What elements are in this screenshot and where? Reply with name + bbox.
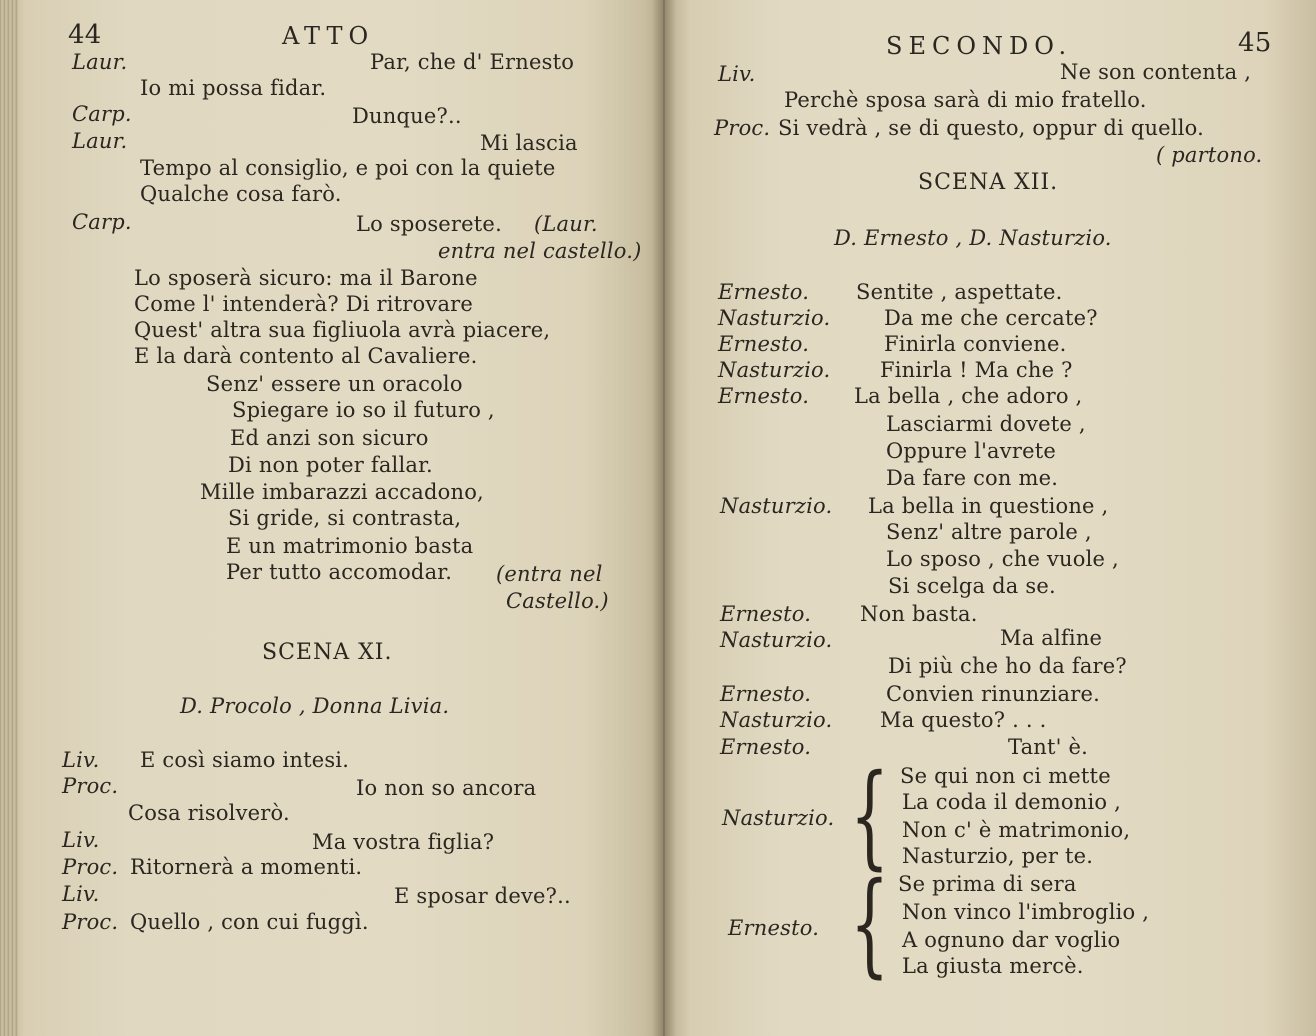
verse-line: Ma alfine (1000, 626, 1103, 650)
verse-line: Ma questo? . . . (880, 708, 1047, 732)
verse-line: Qualche cosa farò. (140, 182, 342, 206)
verse-line: Non vinco l'imbroglio , (902, 900, 1150, 924)
verse-line: Per tutto accomodar. (226, 560, 453, 584)
verse-line: E sposar deve?.. (394, 884, 571, 908)
speaker-label: Ernesto. (718, 332, 810, 356)
verse-line: Lo sposo , che vuole , (886, 547, 1119, 571)
page-edge (0, 0, 18, 1036)
verse-line: Come l' intenderà? Di ritrovare (134, 292, 474, 316)
verse-line: Di non poter fallar. (228, 453, 433, 477)
speaker-label: Ernesto. (720, 602, 812, 626)
verse-line: Finirla conviene. (884, 332, 1067, 356)
speaker-label: Nasturzio. (718, 306, 831, 330)
scene-characters: D. Ernesto , D. Nasturzio. (834, 226, 1112, 250)
speaker-label: Proc. (714, 116, 771, 140)
verse-line: Perchè sposa sarà di mio fratello. (784, 88, 1147, 112)
verse-line: Quest' altra sua figliuola avrà piacere, (134, 318, 551, 342)
verse-line: Dunque?.. (352, 104, 462, 128)
stage-direction: entra nel castello.) (438, 239, 642, 263)
speaker-label: Liv. (62, 748, 100, 772)
speaker-label: Carp. (72, 210, 132, 234)
verse-line: Si vedrà , se di questo, oppur di quello. (778, 116, 1204, 140)
verse-line: Ma vostra figlia? (312, 830, 495, 854)
book-gutter (652, 0, 676, 1036)
verse-line: E la darà contento al Cavaliere. (134, 344, 478, 368)
right-page (664, 0, 1316, 1036)
verse-line: Tempo al consiglio, e poi con la quiete (140, 156, 556, 180)
verse-line: Oppure l'avrete (886, 439, 1056, 463)
speaker-label: Ernesto. (718, 280, 810, 304)
verse-line: Di più che ho da fare? (888, 654, 1127, 678)
running-head: ATTO (282, 22, 375, 50)
speaker-label: Nasturzio. (718, 358, 831, 382)
speaker-label: Laur. (72, 50, 128, 74)
verse-line: Non c' è matrimonio, (902, 818, 1131, 842)
verse-line: Si scelga da se. (888, 574, 1056, 598)
stage-direction: ( partono. (1156, 143, 1263, 167)
speaker-label: Proc. (62, 774, 119, 798)
speaker-label: Ernesto. (728, 916, 820, 940)
verse-line: Finirla ! Ma che ? (880, 358, 1073, 382)
verse-line: E un matrimonio basta (226, 534, 474, 558)
verse-line: Senz' altre parole , (886, 520, 1092, 544)
verse-line: Ritornerà a momenti. (130, 855, 363, 879)
speaker-label: Proc. (62, 855, 119, 879)
verse-line: Lasciarmi dovete , (886, 412, 1086, 436)
speaker-label: Liv. (62, 828, 100, 852)
verse-line: La giusta mercè. (902, 954, 1084, 978)
verse-line: Lo sposerete. (356, 212, 502, 236)
verse-line: Da fare con me. (886, 466, 1059, 490)
verse-line: La coda il demonio , (902, 790, 1121, 814)
page-number: 44 (68, 20, 102, 50)
verse-line: Mi lascia (480, 131, 578, 155)
speaker-label: Liv. (718, 62, 756, 86)
scene-heading: SCENA XI. (262, 640, 393, 665)
verse-line: La bella in questione , (868, 494, 1109, 518)
speaker-label: Nasturzio. (720, 708, 833, 732)
stage-direction: (Laur. (534, 212, 598, 236)
speaker-label: Laur. (72, 129, 128, 153)
speaker-label: Nasturzio. (720, 628, 833, 652)
verse-line: Io mi possa fidar. (140, 76, 327, 100)
speaker-label: Nasturzio. (720, 494, 833, 518)
verse-line: Se prima di sera (898, 872, 1077, 896)
verse-line: Ne son contenta , (1060, 60, 1252, 84)
verse-line: La bella , che adoro , (854, 384, 1083, 408)
curly-brace-icon: { (850, 751, 890, 881)
verse-line: Cosa risolverò. (128, 801, 290, 825)
speaker-label: Nasturzio. (722, 806, 835, 830)
speaker-label: Carp. (72, 102, 132, 126)
verse-line: Senz' essere un oracolo (206, 372, 463, 396)
stage-direction: (entra nel (496, 562, 603, 586)
verse-line: E così siamo intesi. (140, 748, 350, 772)
speaker-label: Liv. (62, 882, 100, 906)
scene-heading: SCENA XII. (918, 170, 1059, 195)
speaker-label: Ernesto. (720, 682, 812, 706)
verse-line: A ognuno dar voglio (902, 928, 1121, 952)
verse-line: Tant' è. (1008, 735, 1089, 759)
verse-line: Sentite , aspettate. (856, 280, 1063, 304)
verse-line: Par, che d' Ernesto (370, 50, 575, 74)
speaker-label: Ernesto. (718, 384, 810, 408)
curly-brace-icon: { (850, 859, 890, 989)
speaker-label: Proc. (62, 910, 119, 934)
verse-line: Non basta. (860, 602, 978, 626)
verse-line: Ed anzi son sicuro (230, 426, 429, 450)
speaker-label: Ernesto. (720, 735, 812, 759)
verse-line: Quello , con cui fuggì. (130, 910, 369, 934)
verse-line: Se qui non ci mette (900, 764, 1111, 788)
verse-line: Io non so ancora (356, 776, 537, 800)
verse-line: Nasturzio, per te. (902, 844, 1094, 868)
verse-line: Convien rinunziare. (886, 682, 1101, 706)
verse-line: Si gride, si contrasta, (228, 506, 462, 530)
verse-line: Spiegare io so il futuro , (232, 398, 495, 422)
verse-line: Mille imbarazzi accadono, (200, 480, 484, 504)
verse-line: Lo sposerà sicuro: ma il Barone (134, 266, 478, 290)
page-number: 45 (1238, 28, 1272, 58)
verse-line: Da me che cercate? (884, 306, 1098, 330)
stage-direction: Castello.) (506, 589, 609, 613)
running-head: SECONDO. (886, 32, 1073, 60)
scene-characters: D. Procolo , Donna Livia. (180, 694, 450, 718)
